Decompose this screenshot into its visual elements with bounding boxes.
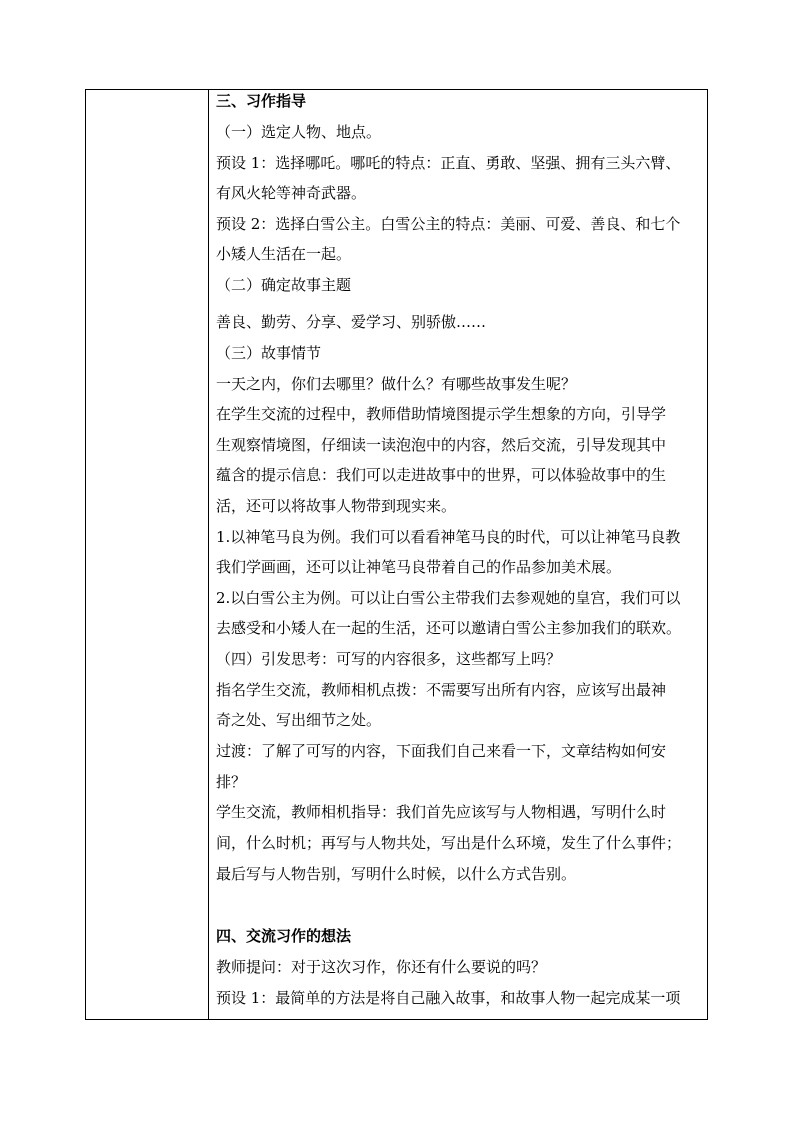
text-line: 奇之处、写出细节之处。 xyxy=(216,711,382,729)
text-line: 小矮人生活在一起。 xyxy=(216,245,352,263)
lesson-content-cell xyxy=(216,90,706,1019)
subheading-choose-character: （一）选定人物、地点。 xyxy=(216,123,382,141)
subheading-story-theme: （二）确定故事主题 xyxy=(216,276,352,294)
text-line: 预设 1：选择哪吒。哪吒的特点：正直、勇敢、坚强、拥有三头六臂、 xyxy=(216,154,681,172)
section-heading-share-ideas: 四、交流习作的想法 xyxy=(216,927,352,945)
text-line: 排？ xyxy=(216,773,247,791)
text-line: 学生交流，教师相机指导：我们首先应该写与人物相遇，写明什么时 xyxy=(216,803,667,821)
text-line: 活，还可以将故事人物带到现实来。 xyxy=(216,497,457,515)
text-line: 过渡：了解了可写的内容，下面我们自己来看一下，文章结构如何安 xyxy=(216,742,667,760)
section-heading-writing-guidance: 三、习作指导 xyxy=(216,92,307,110)
text-line: 1.以神笔马良为例。我们可以看看神笔马良的时代，可以让神笔马良教 xyxy=(216,528,681,546)
lesson-plan-table xyxy=(85,89,708,1020)
subheading-story-plot: （三）故事情节 xyxy=(216,344,322,362)
column-divider xyxy=(208,90,209,1019)
text-line: 生观察情境图，仔细读一读泡泡中的内容，然后交流，引导发现其中 xyxy=(216,436,667,454)
text-line: 我们学画画，还可以让神笔马良带着自己的作品参加美术展。 xyxy=(216,558,622,576)
text-line: 去感受和小矮人在一起的生活，还可以邀请白雪公主参加我们的联欢。 xyxy=(216,619,682,637)
text-line: 2.以白雪公主为例。可以让白雪公主带我们去参观她的皇宫，我们可以 xyxy=(216,589,681,607)
text-line: 一天之内，你们去哪里？做什么？有哪些故事发生呢？ xyxy=(216,375,577,393)
subheading-reflection: （四）引发思考：可写的内容很多，这些都写上吗？ xyxy=(216,650,562,668)
text-line: 有风火轮等神奇武器。 xyxy=(216,184,367,202)
text-line: 善良、勤劳、分享、爱学习、别骄傲…… xyxy=(216,313,487,331)
text-line: 在学生交流的过程中，教师借助情境图提示学生想象的方向，引导学 xyxy=(216,405,667,423)
text-line: 教师提问：对于这次习作，你还有什么要说的吗？ xyxy=(216,958,547,976)
text-line: 间，什么时机；再写与人物共处，写出是什么环境，发生了什么事件； xyxy=(216,834,682,852)
text-line: 预设 1：最简单的方法是将自己融入故事，和故事人物一起完成某一项 xyxy=(216,989,681,1007)
text-line: 指名学生交流，教师相机点拨：不需要写出所有内容，应该写出最神 xyxy=(216,681,667,699)
text-line: 最后写与人物告别，写明什么时候，以什么方式告别。 xyxy=(216,865,577,883)
text-line: 预设 2：选择白雪公主。白雪公主的特点：美丽、可爱、善良、和七个 xyxy=(216,215,681,233)
text-line: 蕴含的提示信息：我们可以走进故事中的世界，可以体验故事中的生 xyxy=(216,466,667,484)
